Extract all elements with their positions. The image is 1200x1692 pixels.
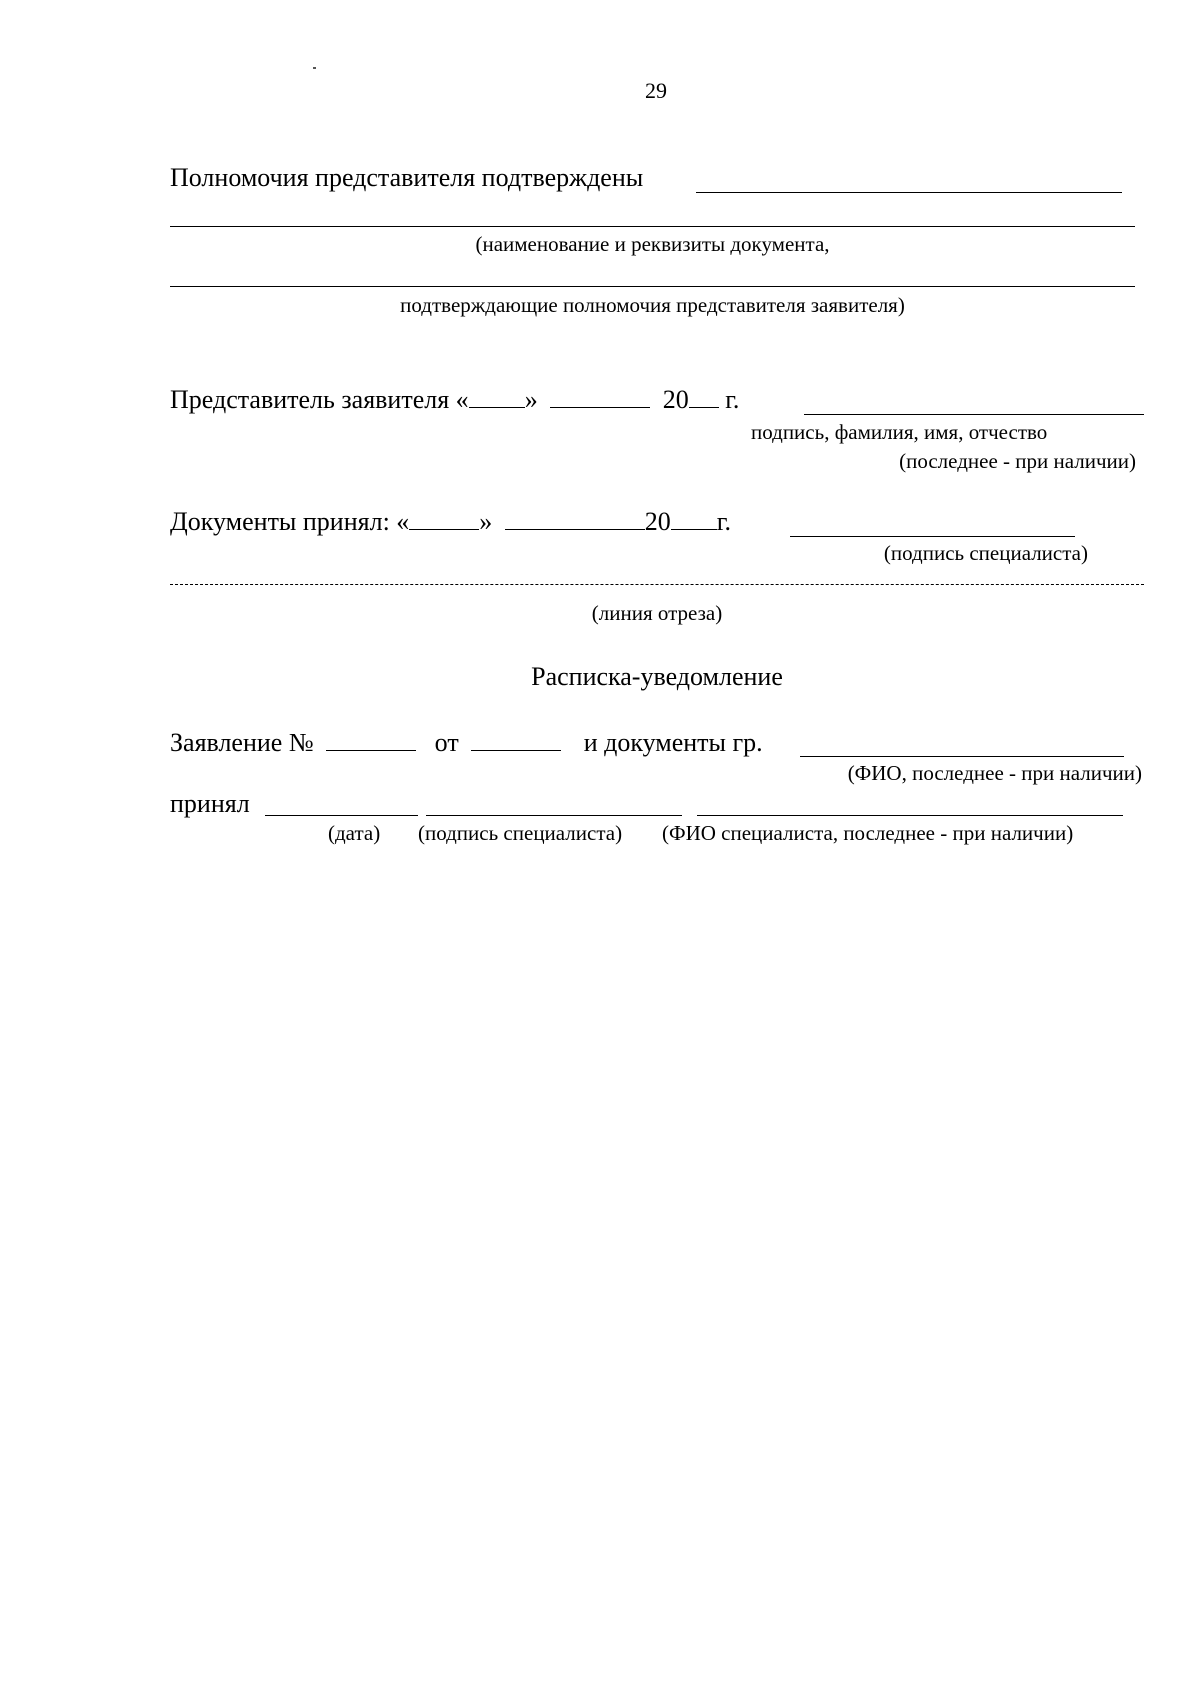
- accepted-year-blank[interactable]: [671, 507, 717, 530]
- accepted-signature-line[interactable]: [790, 536, 1075, 537]
- from-date-blank[interactable]: [471, 728, 561, 751]
- representative-caption-2: (последнее - при наличии): [899, 449, 1136, 473]
- representative-year-prefix: 20: [662, 385, 689, 414]
- accepted-caption: (подпись специалиста): [883, 541, 1088, 565]
- cut-line: [170, 584, 1144, 585]
- accepted-day-blank[interactable]: [409, 507, 479, 530]
- applicant-fio-caption: (ФИО, последнее - при наличии): [847, 761, 1142, 785]
- representative-year-suffix: г.: [725, 385, 740, 414]
- received-signature-caption: (подпись специалиста): [418, 821, 623, 845]
- representative-quote-close: »: [524, 385, 538, 414]
- authority-document-line-2[interactable]: [170, 286, 1135, 287]
- representative-day-blank[interactable]: [469, 385, 525, 408]
- received-date-caption: (дата): [328, 821, 381, 845]
- received-row: [170, 789, 250, 819]
- statement-label: Заявление №: [170, 728, 314, 757]
- authority-caption-1: (наименование и реквизиты документа,: [475, 232, 830, 256]
- authority-caption-2: подтверждающие полномочия представителя заявителя): [400, 293, 905, 317]
- representative-year-blank[interactable]: [689, 385, 719, 408]
- authority-blank-line[interactable]: [696, 192, 1122, 193]
- representative-signature-line[interactable]: [804, 414, 1144, 415]
- received-signature-line[interactable]: [426, 815, 682, 816]
- accepted-year-prefix: 20: [644, 507, 671, 536]
- receipt-title: Расписка-уведомление: [531, 662, 783, 691]
- authority-label: [170, 163, 643, 193]
- received-fio-caption: (ФИО специалиста, последнее - при наличии): [662, 821, 1074, 845]
- cut-line-caption: (линия отреза): [591, 601, 723, 625]
- applicant-fio-line[interactable]: [800, 756, 1124, 757]
- accepted-year-suffix: г.: [716, 507, 732, 536]
- page-number: 29: [645, 78, 667, 103]
- scan-speck: [313, 67, 316, 69]
- from-label: от: [434, 728, 459, 757]
- statement-row: [170, 728, 763, 758]
- received-date-line[interactable]: [265, 815, 418, 816]
- representative-row: [170, 385, 739, 415]
- authority-document-line-1[interactable]: [170, 226, 1135, 227]
- received-fio-line[interactable]: [697, 815, 1123, 816]
- accepted-row: [170, 507, 731, 537]
- representative-month-blank[interactable]: [550, 385, 650, 408]
- representative-caption-1: подпись, фамилия, имя, отчество: [751, 420, 1048, 444]
- accepted-quote-close: »: [479, 507, 493, 536]
- representative-label: Представитель заявителя «: [170, 385, 469, 414]
- received-label: принял: [170, 789, 250, 818]
- authority-label-text: Полномочия представителя подтверждены: [170, 163, 644, 192]
- statement-number-blank[interactable]: [326, 728, 416, 751]
- accepted-label: Документы принял: «: [170, 507, 410, 536]
- accepted-month-blank[interactable]: [505, 507, 645, 530]
- docs-label: и документы гр.: [583, 728, 763, 757]
